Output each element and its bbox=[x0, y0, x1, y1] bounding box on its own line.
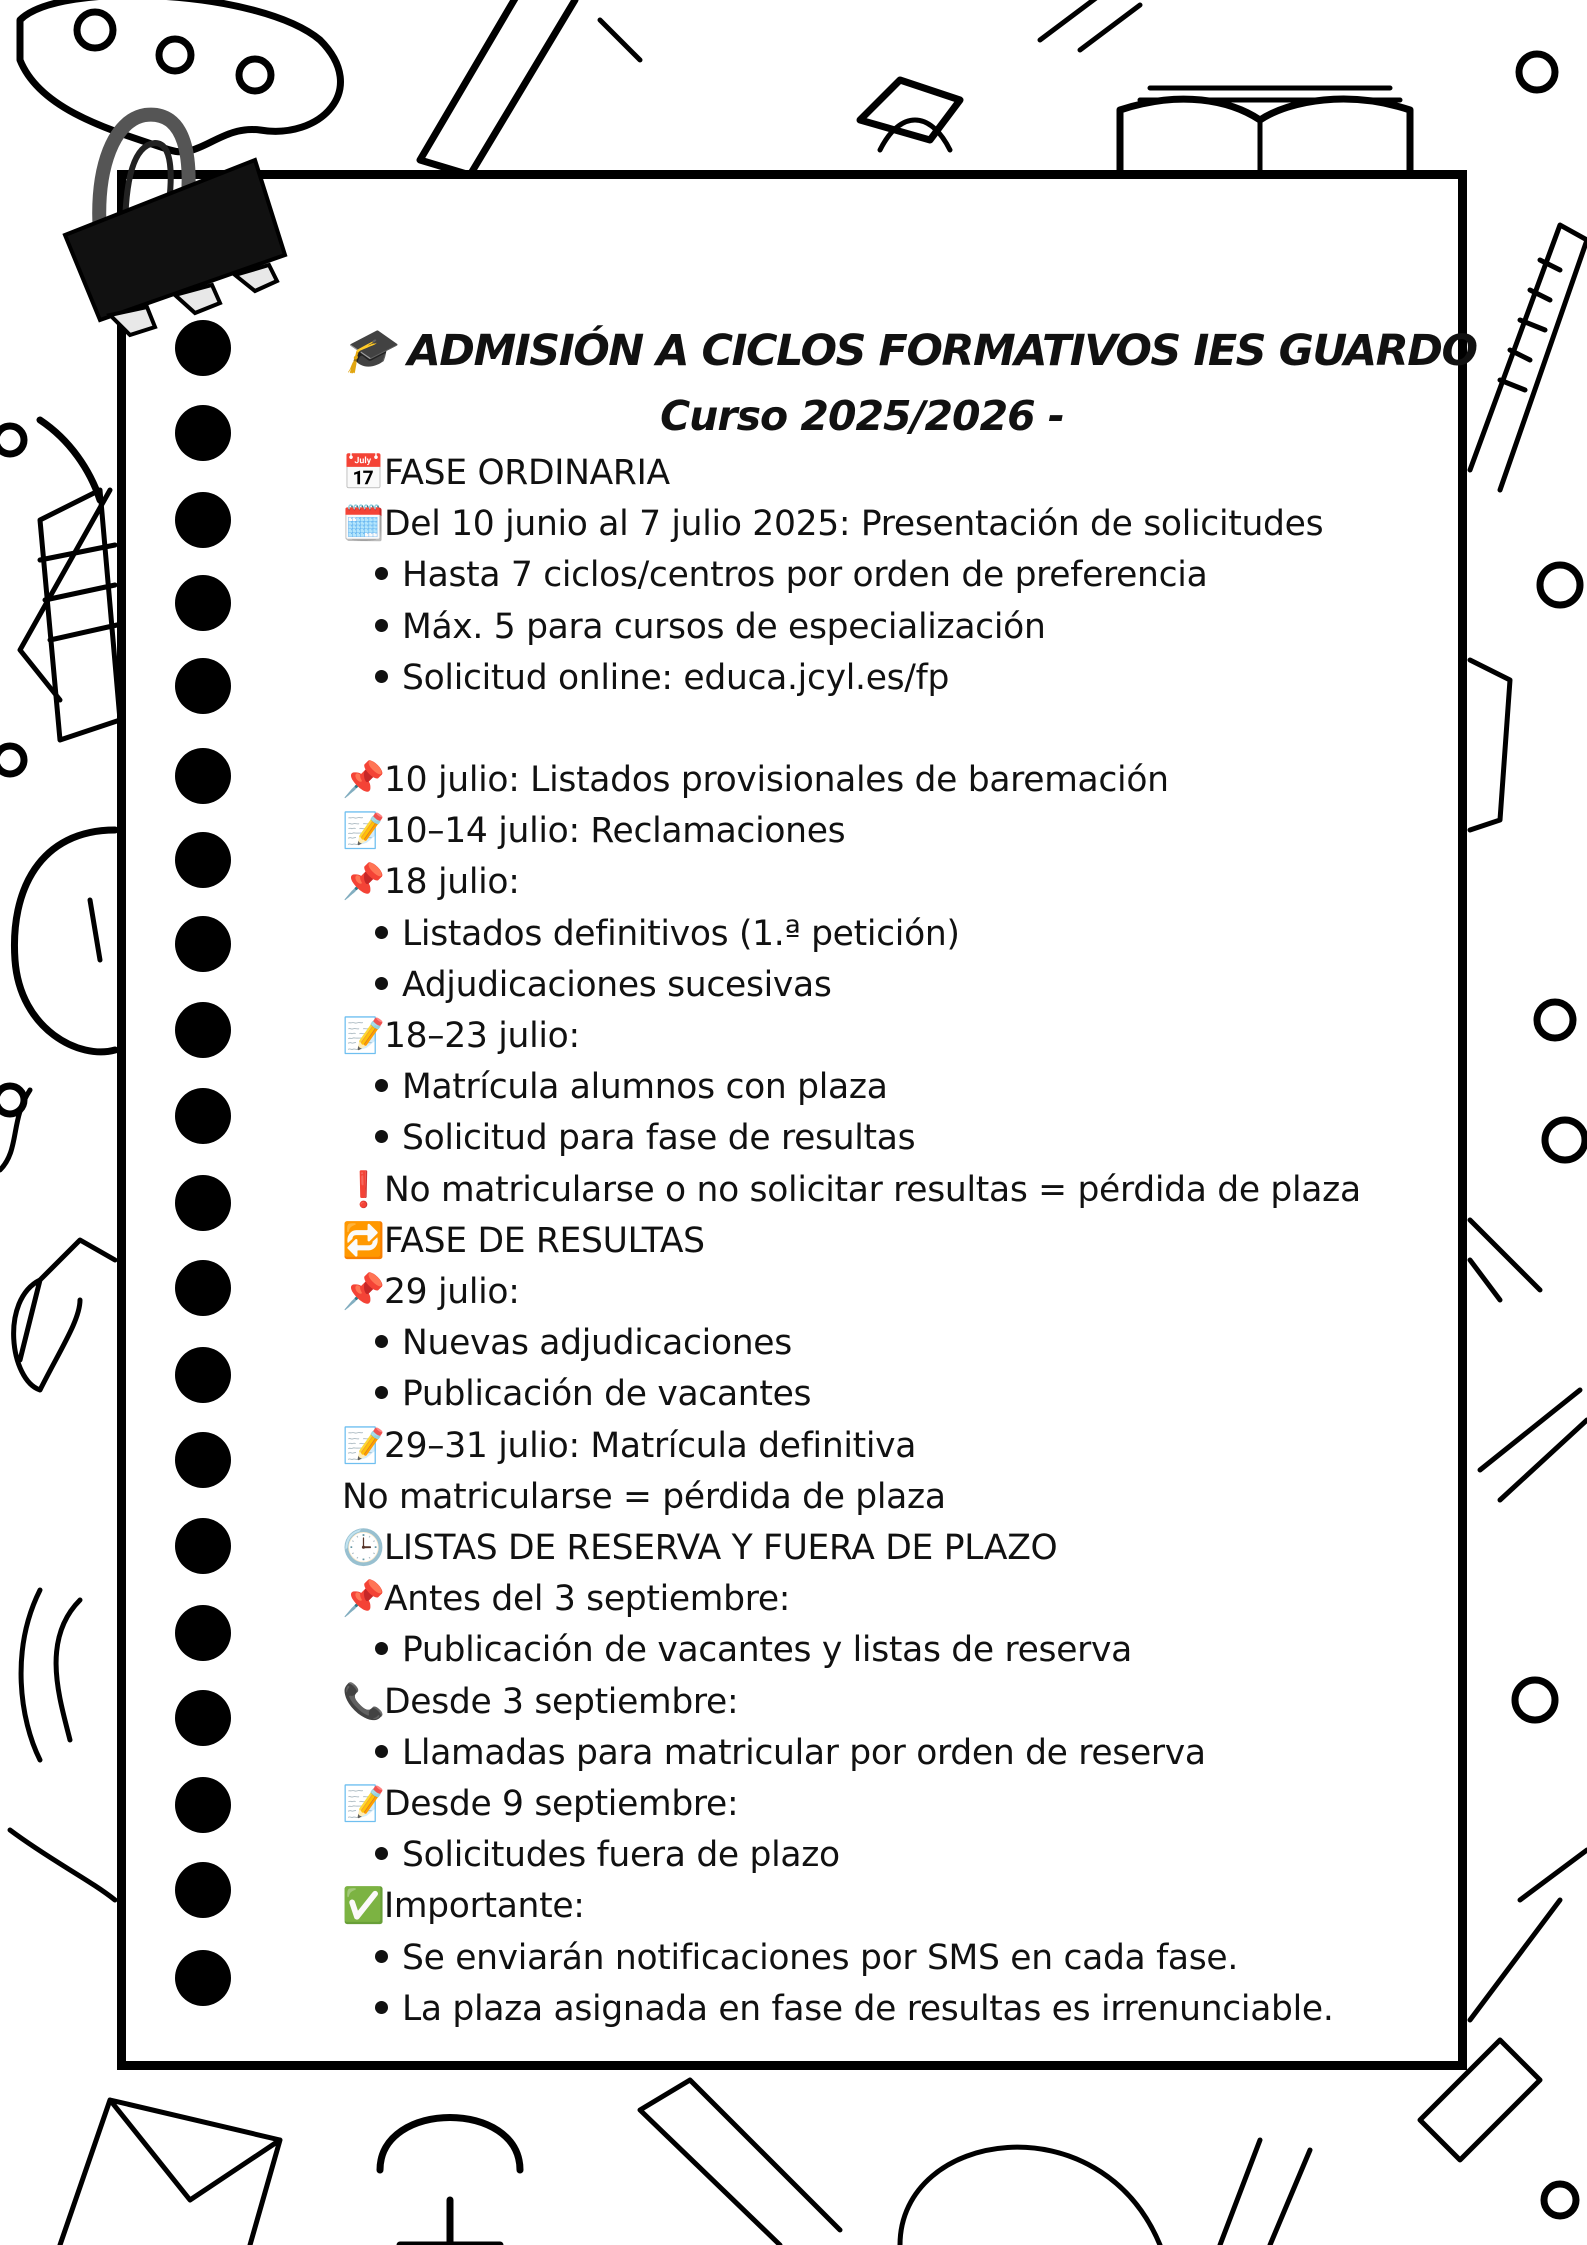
book-doodle bbox=[1120, 99, 1410, 170]
schedule-item bbox=[342, 1574, 1452, 1625]
spiral-hole bbox=[175, 1175, 231, 1231]
item-text: Solicitudes fuera de plazo bbox=[402, 1835, 840, 1876]
spiral-hole bbox=[175, 1347, 231, 1403]
pushpin-icon: 📌 bbox=[342, 760, 385, 801]
item-text: FASE ORDINARIA bbox=[384, 453, 670, 493]
protractor-doodle bbox=[900, 2147, 1160, 2245]
paintbrush-doodle bbox=[14, 1240, 115, 1390]
memo-icon: 📝 bbox=[342, 1425, 385, 1466]
item-text: Desde 3 septiembre: bbox=[384, 1681, 739, 1722]
schedule-item bbox=[342, 1523, 1452, 1574]
item-text: 10 julio: Listados provisionales de baremación bbox=[384, 760, 1169, 801]
spiral-hole bbox=[175, 1088, 231, 1144]
bullet-dot-icon bbox=[375, 1847, 388, 1860]
schedule-item bbox=[342, 499, 1452, 550]
item-text: Matrícula alumnos con plaza bbox=[402, 1067, 888, 1108]
bullet-item bbox=[342, 602, 1452, 653]
item-text: Hasta 7 ciclos/centros por orden de preferencia bbox=[402, 555, 1208, 596]
item-text: Listados definitivos (1.ª petición) bbox=[402, 913, 960, 954]
exclamation-icon: ❗ bbox=[342, 1169, 385, 1210]
item-text: Antes del 3 septiembre: bbox=[384, 1579, 791, 1620]
bullet-dot-icon bbox=[375, 670, 388, 683]
bullet-item bbox=[342, 1369, 1452, 1420]
bullet-dot-icon bbox=[375, 1079, 388, 1092]
memo-icon: 📝 bbox=[342, 811, 385, 852]
schedule-item bbox=[342, 1011, 1452, 1062]
spiral-hole bbox=[175, 1518, 231, 1574]
schedule-item bbox=[342, 857, 1452, 908]
item-text: Solicitud online: educa.jcyl.es/fp bbox=[402, 657, 950, 698]
schedule-item bbox=[342, 1881, 1452, 1932]
item-text: Del 10 junio al 7 julio 2025: Presentación de solicitudes bbox=[384, 504, 1324, 545]
schedule-list bbox=[342, 448, 1452, 2035]
item-text: Importante: bbox=[384, 1886, 585, 1927]
schedule-item bbox=[342, 1216, 1452, 1267]
envelope-doodle bbox=[60, 2100, 280, 2245]
item-text: 10–14 julio: Reclamaciones bbox=[384, 811, 846, 852]
pushpin-icon: 📌 bbox=[342, 862, 385, 903]
item-text: Adjudicaciones sucesivas bbox=[402, 964, 832, 1005]
bullet-dot-icon bbox=[375, 1642, 388, 1655]
page-subtitle: Curso 2025/2026 - bbox=[660, 392, 1064, 440]
bullet-dot-icon bbox=[375, 1745, 388, 1758]
bullet-dot-icon bbox=[375, 1950, 388, 1963]
spiral-calendar-icon: 🗓️ bbox=[342, 504, 385, 545]
bullet-item bbox=[342, 909, 1452, 960]
spiral-hole bbox=[175, 1950, 231, 2006]
spiral-hole bbox=[175, 1862, 231, 1918]
schedule-item bbox=[342, 755, 1452, 806]
item-text: Máx. 5 para cursos de especialización bbox=[402, 606, 1046, 647]
item-text: No matricularse = pérdida de plaza bbox=[342, 1476, 946, 1517]
clock-icon: 🕒 bbox=[342, 1528, 385, 1569]
spiral-hole bbox=[175, 575, 231, 631]
item-text: La plaza asignada en fase de resultas es irrenunciable. bbox=[402, 1988, 1334, 2029]
blank-line bbox=[342, 704, 1452, 755]
spiral-hole bbox=[175, 1690, 231, 1746]
notebook-doodle bbox=[40, 490, 120, 740]
spiral-holes bbox=[175, 320, 235, 2020]
pen-doodle bbox=[640, 2080, 840, 2245]
item-text: FASE DE RESULTAS bbox=[384, 1220, 705, 1261]
item-text: Publicación de vacantes bbox=[402, 1374, 812, 1415]
pushpin-icon: 📌 bbox=[342, 1272, 385, 1313]
phone-icon: 📞 bbox=[342, 1681, 385, 1722]
bullet-item bbox=[342, 1625, 1452, 1676]
bullet-item bbox=[342, 1113, 1452, 1164]
calendar-icon: 📅 bbox=[342, 453, 385, 493]
bullet-item bbox=[342, 1728, 1452, 1779]
check-icon: ✅ bbox=[342, 1886, 385, 1927]
spiral-hole bbox=[175, 1260, 231, 1316]
schedule-item bbox=[342, 1267, 1452, 1318]
admission-calendar-text bbox=[342, 318, 1477, 2035]
item-text: 18–23 julio: bbox=[384, 1016, 580, 1057]
spiral-hole bbox=[175, 832, 231, 888]
bullet-item bbox=[342, 653, 1452, 704]
bullet-item bbox=[342, 1318, 1452, 1369]
item-text: No matricularse o no solicitar resultas = pérdida de plaza bbox=[384, 1169, 1361, 1210]
spiral-hole bbox=[175, 405, 231, 461]
bullet-dot-icon bbox=[375, 1386, 388, 1399]
spiral-hole bbox=[175, 1432, 231, 1488]
schedule-item bbox=[342, 1165, 1452, 1216]
item-text: 29–31 julio: Matrícula definitiva bbox=[384, 1425, 917, 1466]
spiral-hole bbox=[175, 492, 231, 548]
bullet-item bbox=[342, 1984, 1452, 2035]
bullet-dot-icon bbox=[375, 977, 388, 990]
bullet-dot-icon bbox=[375, 619, 388, 632]
bullet-item bbox=[342, 1830, 1452, 1881]
binder-clip-icon bbox=[55, 85, 295, 345]
item-text: Solicitud para fase de resultas bbox=[402, 1118, 916, 1159]
spiral-hole bbox=[175, 1605, 231, 1661]
memo-icon: 📝 bbox=[342, 1016, 385, 1057]
item-text: Desde 9 septiembre: bbox=[384, 1784, 739, 1825]
item-text: 18 julio: bbox=[384, 862, 520, 903]
spiral-hole bbox=[175, 1002, 231, 1058]
bullet-dot-icon bbox=[375, 1130, 388, 1143]
memo-icon: 📝 bbox=[342, 1784, 385, 1825]
schedule-item bbox=[342, 1779, 1452, 1830]
schedule-item bbox=[342, 806, 1452, 857]
schedule-item bbox=[342, 1421, 1452, 1472]
spiral-hole bbox=[175, 1777, 231, 1833]
item-text: Publicación de vacantes y listas de reserva bbox=[402, 1630, 1132, 1671]
bullet-item bbox=[342, 960, 1452, 1011]
bullet-dot-icon bbox=[375, 926, 388, 939]
bullet-dot-icon bbox=[375, 1335, 388, 1348]
pencil-doodle bbox=[420, 0, 575, 175]
spiral-hole bbox=[175, 916, 231, 972]
item-text: Se enviarán notificaciones por SMS en cada fase. bbox=[402, 1937, 1239, 1978]
item-text: LISTAS DE RESERVA Y FUERA DE PLAZO bbox=[384, 1528, 1058, 1569]
schedule-item bbox=[342, 1677, 1452, 1728]
item-text: Nuevas adjudicaciones bbox=[402, 1323, 792, 1364]
bullet-item bbox=[342, 1062, 1452, 1113]
repeat-icon: 🔁 bbox=[342, 1220, 385, 1261]
bullet-dot-icon bbox=[375, 567, 388, 580]
item-text: 29 julio: bbox=[384, 1272, 520, 1313]
bullet-item bbox=[342, 1933, 1452, 1984]
pushpin-icon: 📌 bbox=[342, 1579, 385, 1620]
bullet-item bbox=[342, 550, 1452, 601]
item-text: Llamadas para matricular por orden de reserva bbox=[402, 1732, 1206, 1773]
bullet-dot-icon bbox=[375, 2001, 388, 2014]
spiral-hole bbox=[175, 658, 231, 714]
page-title: 🎓 ADMISIÓN A CICLOS FORMATIVOS IES GUARDO bbox=[342, 326, 1477, 376]
globe-doodle bbox=[380, 2118, 520, 2245]
schedule-item bbox=[342, 448, 1452, 499]
spiral-hole bbox=[175, 748, 231, 804]
magnifier-doodle bbox=[14, 830, 115, 1052]
schedule-item bbox=[342, 1472, 1452, 1523]
